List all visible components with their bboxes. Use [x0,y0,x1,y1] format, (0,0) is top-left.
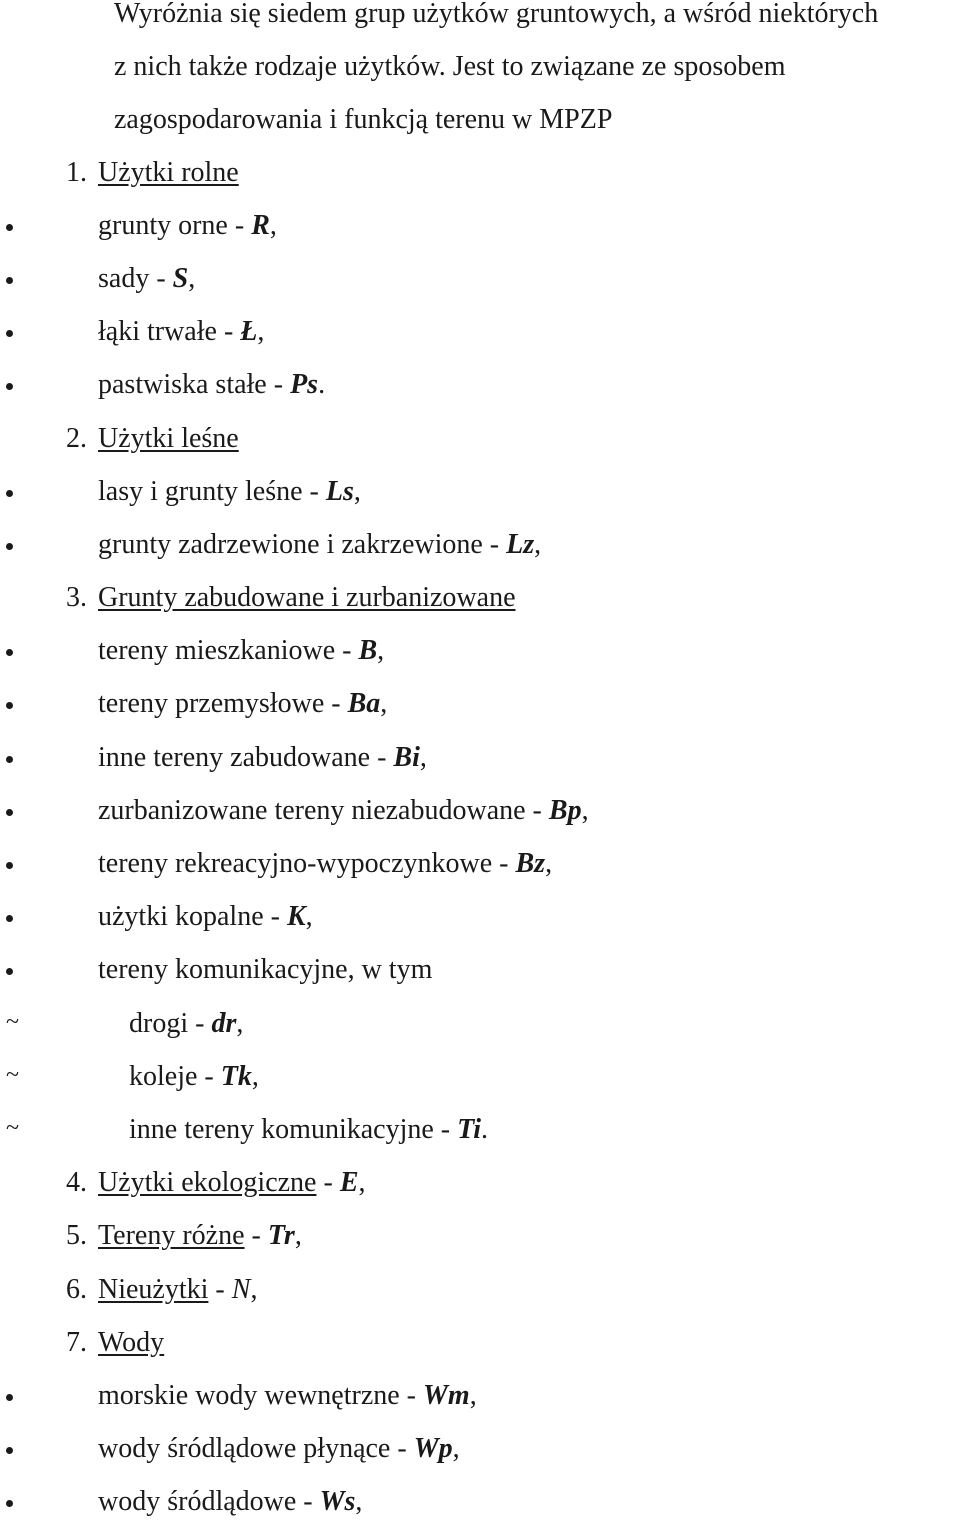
sub-list-item [0,1110,960,1150]
group-number: 7. [66,1327,87,1358]
item-punct: , [581,795,589,826]
tilde-marker-icon: ~ [6,1115,19,1141]
sub-list-item [0,1057,960,1097]
item-code: Ps [290,369,319,400]
item-text: grunty orne - [98,210,252,241]
item-text: morskie wody wewnętrzne - [98,1380,424,1411]
item-text: inne tereny komunikacyjne - [129,1114,458,1145]
tilde-marker-icon: ~ [6,1062,19,1088]
item-text: koleje - [129,1061,221,1092]
bullet-icon [6,490,13,497]
item-punct: . [480,1114,488,1145]
item-text: tereny przemysłowe - [98,688,348,719]
bullet-icon [6,968,13,975]
group-number: 6. [66,1274,87,1305]
group-heading [0,578,960,618]
item-code: Wp [413,1433,453,1464]
list-item [0,1376,960,1416]
item-code: B [358,635,378,666]
item-text: grunty zadrzewione i zakrzewione - [98,529,507,560]
intro-line: z nich także rodzaje użytków. Jest to związane ze sposobem [114,51,786,82]
item-text: tereny rekreacyjno-wypoczynkowe - [98,848,516,879]
title-separator: - [244,1220,268,1251]
list-item [0,472,960,512]
group-number: 1. [66,157,87,188]
item-punct: , [257,316,265,347]
list-item [0,525,960,565]
item-code: Tk [220,1061,252,1092]
item-code: Bp [548,795,582,826]
bullet-icon [6,862,13,869]
item-punct: , [294,1220,302,1251]
item-code: K [286,901,306,932]
item-text: użytki kopalne - [98,901,287,932]
item-punct: , [188,263,196,294]
bullet-icon [6,649,13,656]
group-title: Nieużytki [98,1274,209,1305]
bullet-icon [6,277,13,284]
list-item [0,950,960,990]
list-item [0,206,960,246]
item-code: Wm [423,1380,470,1411]
item-punct: , [419,742,427,773]
item-text: tereny mieszkaniowe - [98,635,359,666]
item-text: inne tereny zabudowane - [98,742,394,773]
bullet-icon [6,702,13,709]
item-code: S [172,263,189,294]
item-punct: , [269,210,277,241]
bullet-icon [6,915,13,922]
item-code: R [251,210,270,241]
item-code: Ba [347,688,381,719]
bullet-icon [6,330,13,337]
list-item [0,844,960,884]
list-item [0,312,960,352]
group-code: N [231,1274,251,1305]
list-item [0,738,960,778]
item-punct: , [377,635,385,666]
item-text: zurbanizowane tereny niezabudowane - [98,795,549,826]
group-title: Użytki leśne [98,423,239,454]
list-item [0,1429,960,1469]
list-item [0,1482,960,1522]
item-text: pastwiska stałe - [98,369,291,400]
item-punct: , [534,529,542,560]
group-heading [0,1163,960,1203]
group-number: 3. [66,582,87,613]
group-heading [0,419,960,459]
item-code: Ti [457,1114,481,1145]
list-item [0,897,960,937]
item-punct: , [469,1380,477,1411]
item-punct: , [452,1433,460,1464]
title-separator: - [208,1274,232,1305]
bullet-icon [6,1447,13,1454]
item-code: Bi [393,742,420,773]
item-punct: , [380,688,388,719]
item-punct: , [353,476,361,507]
item-code: Ł [240,316,258,347]
bullet-icon [6,1394,13,1401]
group-title: Użytki rolne [98,157,239,188]
bullet-icon [6,543,13,550]
group-code: Tr [267,1220,295,1251]
item-punct: , [250,1274,258,1305]
item-code: Ws [319,1486,356,1517]
bullet-icon [6,1500,13,1507]
group-number: 5. [66,1220,87,1251]
item-punct: , [305,901,313,932]
item-punct: , [251,1061,259,1092]
item-punct: , [236,1008,244,1039]
list-item [0,791,960,831]
item-code: Ls [325,476,354,507]
item-text: drogi - [129,1008,212,1039]
item-text: wody śródlądowe płynące - [98,1433,414,1464]
item-text: wody śródlądowe - [98,1486,320,1517]
item-text: lasy i grunty leśne - [98,476,326,507]
item-text: łąki trwałe - [98,316,241,347]
group-number: 4. [66,1167,87,1198]
item-code: dr [211,1008,237,1039]
list-item [0,259,960,299]
item-punct: , [545,848,553,879]
title-separator: - [316,1167,340,1198]
tilde-marker-icon: ~ [6,1009,19,1035]
group-title: Użytki ekologiczne [98,1167,317,1198]
list-item [0,365,960,405]
group-heading [0,1270,960,1310]
bullet-icon [6,756,13,763]
group-code: E [339,1167,359,1198]
bullet-icon [6,383,13,390]
item-punct: . [318,369,326,400]
group-number: 2. [66,423,87,454]
item-text: sady - [98,263,173,294]
group-title: Tereny różne [98,1220,245,1251]
group-heading [0,1323,960,1363]
intro-line: Wyróżnia się siedem grup użytków gruntowych, a wśród niektórych [114,0,879,29]
group-heading [0,1216,960,1256]
list-item [0,684,960,724]
bullet-icon [6,809,13,816]
item-punct: , [358,1167,366,1198]
group-heading [0,153,960,193]
intro-line: zagospodarowania i funkcją terenu w MPZP [114,104,613,135]
list-item [0,631,960,671]
group-title: Wody [98,1327,165,1358]
bullet-icon [6,224,13,231]
sub-list-item [0,1004,960,1044]
item-text: tereny komunikacyjne, w tym [98,954,433,985]
group-title: Grunty zabudowane i zurbanizowane [98,582,516,613]
item-punct: , [355,1486,363,1517]
item-code: Lz [506,529,535,560]
item-code: Bz [515,848,546,879]
